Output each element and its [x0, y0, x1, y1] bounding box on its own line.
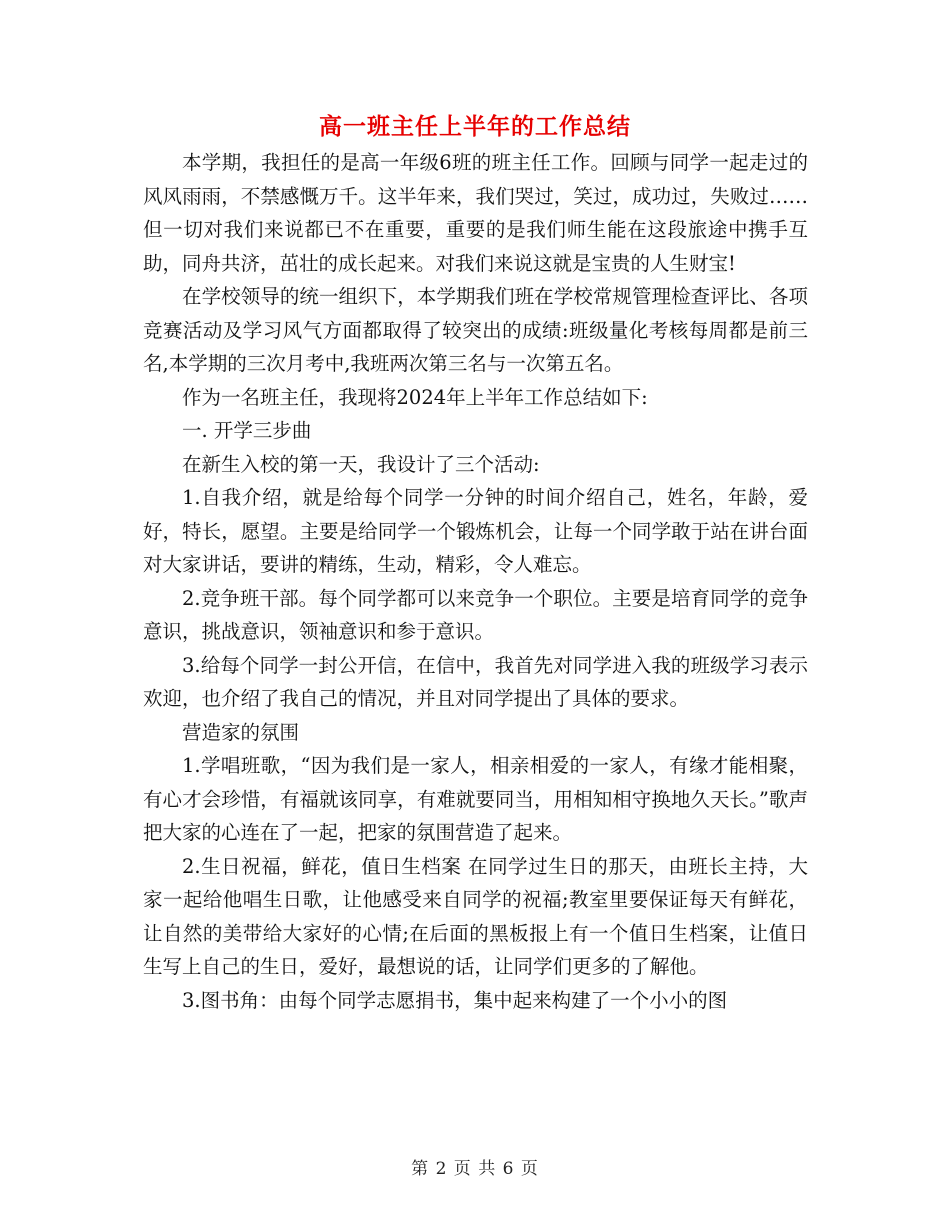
list-item-class-cadre: 2.竞争班干部。每个同学都可以来竞争一个职位。主要是培育同学的竞争意识，挑战意识，领袖意识和参于意识。 [143, 586, 808, 643]
document-body [143, 146, 808, 1017]
paragraph-summary-lead: 作为一名班主任，我现将2024年上半年工作总结如下: [182, 385, 648, 409]
document-title: 高一班主任上半年的工作总结 [319, 113, 631, 140]
list-item-class-song: 1.学唱班歌，“因为我们是一家人，相亲相爱的一家人，有缘才能相聚，有心才会珍惜，有福就该同享，有难就要同当，用相知相守换地久天长。”歌声把大家的心连在了一起，把家的氛围营造了起来。 [143, 754, 808, 844]
list-item-book-corner: 3.图书角：由每个同学志愿捐书，集中起来构建了一个小小的图 [182, 988, 728, 1012]
list-item-self-introduction: 1.自我介绍，就是给每个同学一分钟的时间介绍自己，姓名，年龄，爱好，特长，愿望。主要是给同学一个锻炼机会，让每一个同学敢于站在讲台面对大家讲话，要讲的精练，生动，精彩，令人难忘。 [143, 486, 808, 576]
paragraph-intro: 本学期，我担任的是高一年级6班的班主任工作。回顾与同学一起走过的风风雨雨，不禁感慨万千。这半年来，我们哭过，笑过，成功过，失败过……但一切对我们来说都已不在重要，重要的是我们师生能在这段旅途中携手互助，同舟共济，茁壮的成长起来。对我们来说这就是宝贵的人生财宝! [143, 151, 808, 275]
paragraph-first-day: 在新生入校的第一天，我设计了三个活动: [182, 452, 540, 476]
list-item-open-letter: 3.给每个同学一封公开信，在信中，我首先对同学进入我的班级学习表示欢迎，也介绍了我自己的情况，并且对同学提出了具体的要求。 [143, 653, 808, 710]
page-footer: 第 2 页 共 6 页 [411, 1159, 539, 1179]
paragraph-achievements: 在学校领导的统一组织下，本学期我们班在学校常规管理检查评比、各项竞赛活动及学习风气方面都取得了较突出的成绩:班级量化考核每周都是前三名,本学期的三次月考中,我班两次第三名与一次第五名。 [143, 285, 808, 375]
section-heading-start-of-term: 一. 开学三步曲 [182, 419, 312, 442]
section-heading-home-atmosphere: 营造家的氛围 [182, 720, 300, 744]
list-item-birthday: 2.生日祝福，鲜花，值日生档案 在同学过生日的那天，由班长主持，大家一起给他唱生日歌，让他感受来自同学的祝福;教室里要保证每天有鲜花，让自然的美带给大家好的心情;在后面的黑板报上有一个值日生档案，让值日生写上自己的生日，爱好，最想说的话，让同学们更多的了解他。 [143, 854, 808, 978]
